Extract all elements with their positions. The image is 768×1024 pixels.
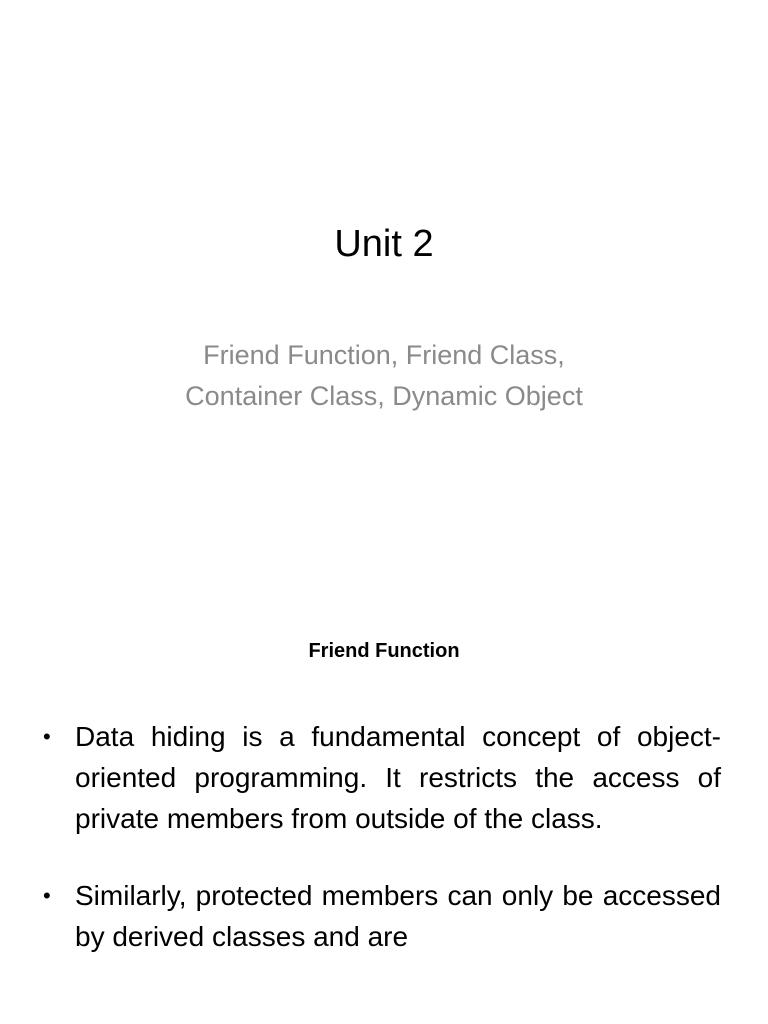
bullet-text: Similarly, protected members can only be accessed by derived classes and are	[75, 880, 721, 952]
section-heading: Friend Function	[308, 640, 460, 662]
bullet-item	[43, 875, 721, 957]
subtitle-line: Container Class, Dynamic Object	[185, 381, 583, 411]
bullet-item	[43, 716, 721, 839]
content-slide	[0, 576, 768, 1024]
bullet-text: Data hiding is a fundamental concept of object-oriented programming. It restricts the access of private members from outside of the class.	[75, 721, 721, 834]
bullet-icon: •	[43, 724, 51, 749]
bullet-list	[43, 716, 721, 993]
slide-title: Unit 2	[334, 223, 434, 265]
slide-subtitle	[0, 335, 768, 417]
subtitle-line: Friend Function, Friend Class,	[203, 340, 565, 370]
bullet-icon: •	[43, 883, 51, 908]
